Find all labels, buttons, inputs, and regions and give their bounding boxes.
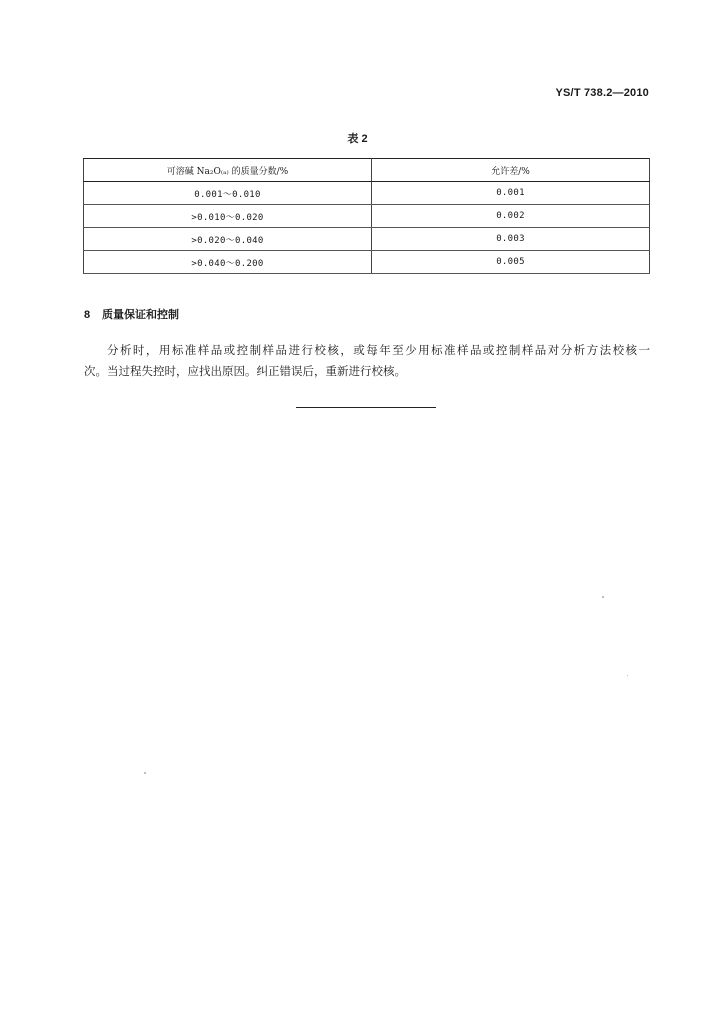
table-row: [84, 205, 650, 228]
paragraph-line-2: 次。当过程失控时，应找出原因。纠正错误后，重新进行校核。: [84, 364, 406, 378]
paragraph-line-1: 分析时，用标准样品或控制样品进行校核，或每年至少用标准样品或控制样品对分析方法校核一: [107, 343, 650, 357]
column-header-mass-fraction: 可溶碱 Na₂O₍ₐ₎ 的质量分数/%: [84, 159, 372, 182]
table-row: [84, 228, 650, 251]
tolerance-table: [83, 158, 650, 274]
section-heading: [84, 306, 179, 322]
section-number: 8: [84, 309, 91, 321]
table-caption: 表 2: [347, 133, 368, 145]
scan-speck: [627, 675, 628, 676]
table-cell-range: >0.040～0.200: [84, 251, 372, 274]
standard-number: YS/T 738.2—2010: [555, 87, 649, 99]
table-row: [84, 182, 650, 205]
column-header-tolerance: 允许差/%: [372, 159, 650, 182]
table-cell-tolerance: 0.001: [372, 182, 650, 205]
table-cell-range: >0.010～0.020: [84, 205, 372, 228]
table-cell-tolerance: 0.003: [372, 228, 650, 251]
section-title: 质量保证和控制: [102, 309, 179, 321]
table-cell-range: 0.001～0.010: [84, 182, 372, 205]
scan-speck: [144, 772, 146, 774]
end-of-standard-rule: [296, 407, 436, 408]
table-row: [84, 251, 650, 274]
table-cell-tolerance: 0.005: [372, 251, 650, 274]
table-cell-range: >0.020～0.040: [84, 228, 372, 251]
table-header-row: [84, 159, 650, 182]
table-cell-tolerance: 0.002: [372, 205, 650, 228]
section-paragraph: [84, 340, 650, 382]
scan-speck: [602, 596, 604, 598]
